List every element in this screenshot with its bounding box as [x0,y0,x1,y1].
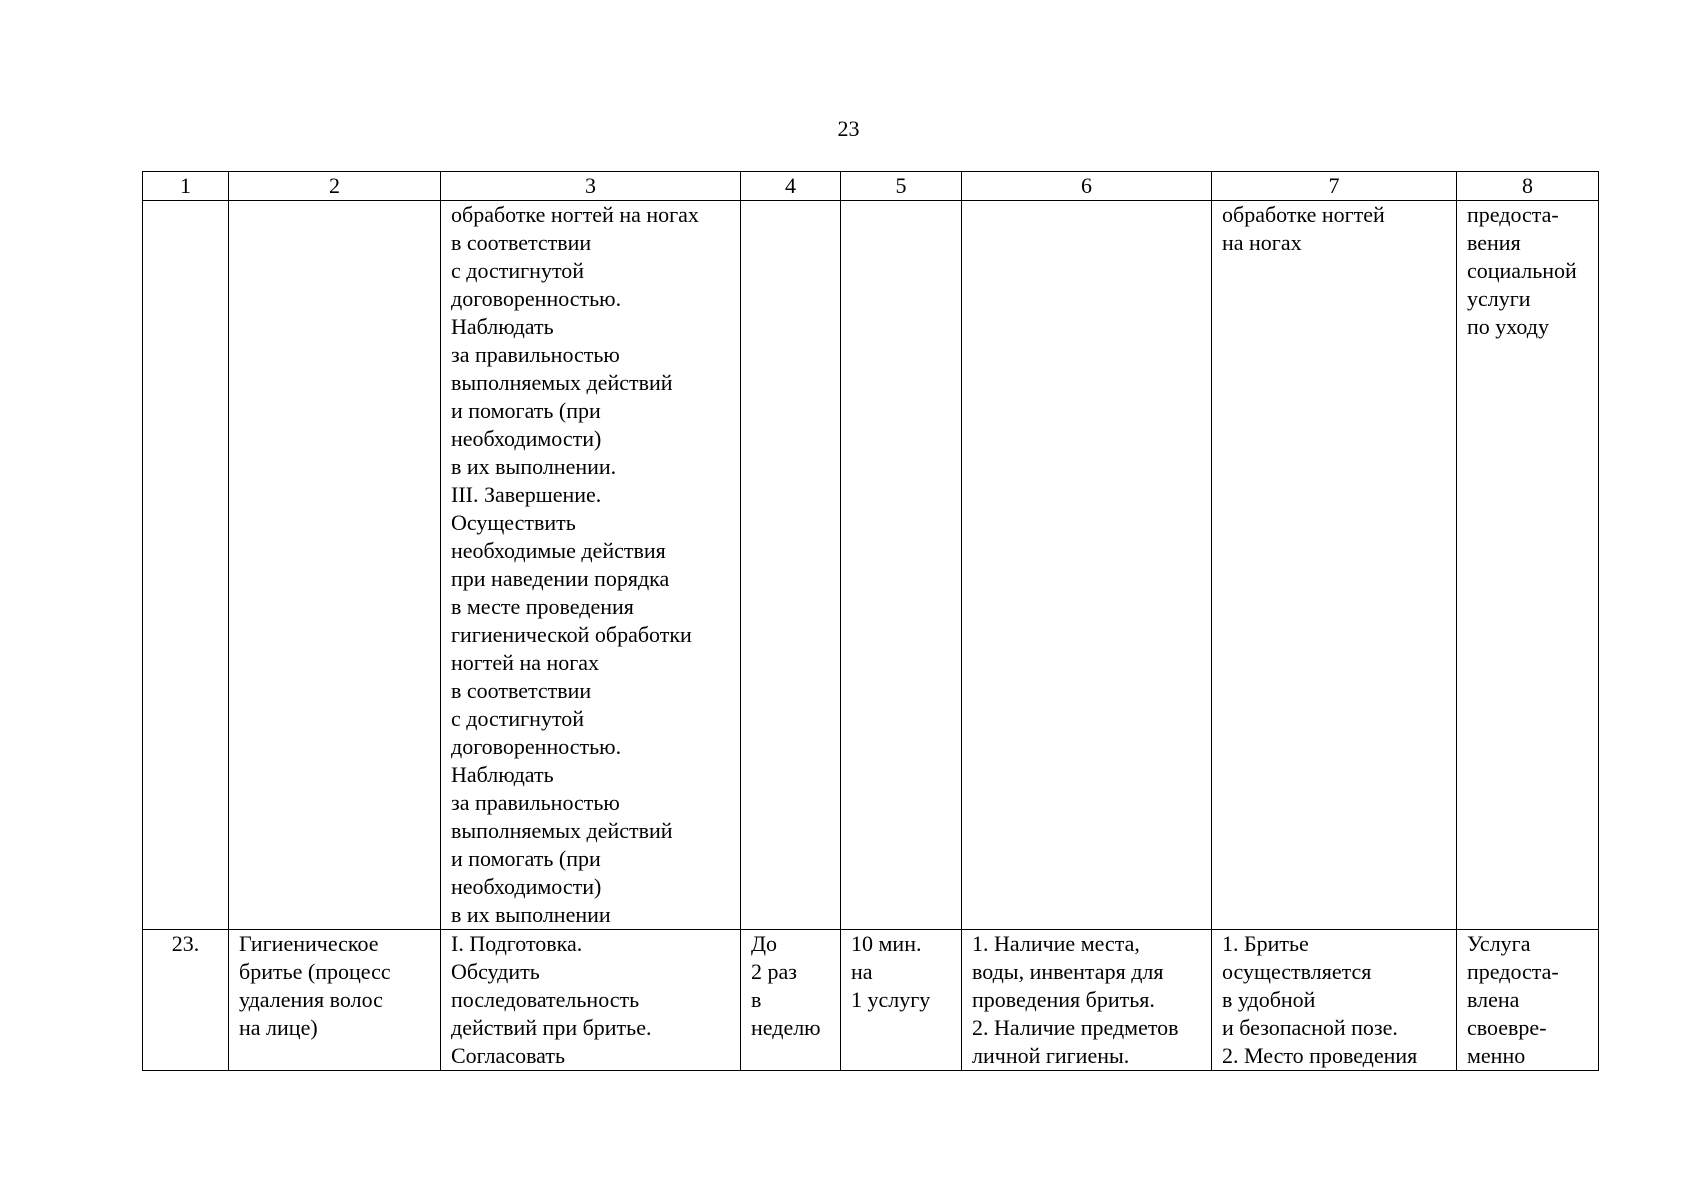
cell-service-name [229,201,441,930]
table-row [143,201,1599,930]
cell-duration [841,201,962,930]
header-col-8: 8 [1457,172,1599,201]
header-col-7: 7 [1212,172,1457,201]
header-col-2: 2 [229,172,441,201]
cell-evaluation: предоста- вения социальной услуги по уходу [1457,201,1599,930]
header-col-3: 3 [441,172,741,201]
cell-frequency: До 2 раз в неделю [741,930,841,1071]
page-number: 23 [837,116,860,141]
cell-description: I. Подготовка. Обсудить последовательность действий при бритье. Согласовать [441,930,741,1071]
cell-conditions: 1. Наличие места, воды, инвентаря для проведения бритья. 2. Наличие предметов личной гигиены. [962,930,1212,1071]
cell-quality: обработке ногтей на ногах [1212,201,1457,930]
cell-service-name: Гигиеническое бритье (процесс удаления волос на лице) [229,930,441,1071]
cell-number [143,201,229,930]
services-table [142,171,1599,1071]
table-row [143,930,1599,1071]
cell-evaluation: Услуга предоста- влена своевре- менно [1457,930,1599,1071]
cell-number: 23. [143,930,229,1071]
header-col-6: 6 [962,172,1212,201]
cell-conditions [962,201,1212,930]
cell-quality: 1. Бритье осуществляется в удобной и безопасной позе. 2. Место проведения [1212,930,1457,1071]
cell-frequency [741,201,841,930]
cell-duration: 10 мин. на 1 услугу [841,930,962,1071]
cell-description: обработке ногтей на ногах в соответствии с достигнутой договоренностью. Наблюдать за правильностью выполняемых действий и помогать (при необходимости) в их выполнении. III. Завершение. Осуществить необходимые действия при наведении порядка в месте проведения гигиенической обработки ногтей на ногах в соответствии с достигнутой договоренностью. Наблюдать за правильностью выполняемых действий и помогать (при необходимости) в их выполнении [441,201,741,930]
header-col-1: 1 [143,172,229,201]
header-col-4: 4 [741,172,841,201]
header-row [143,172,1599,201]
header-col-5: 5 [841,172,962,201]
